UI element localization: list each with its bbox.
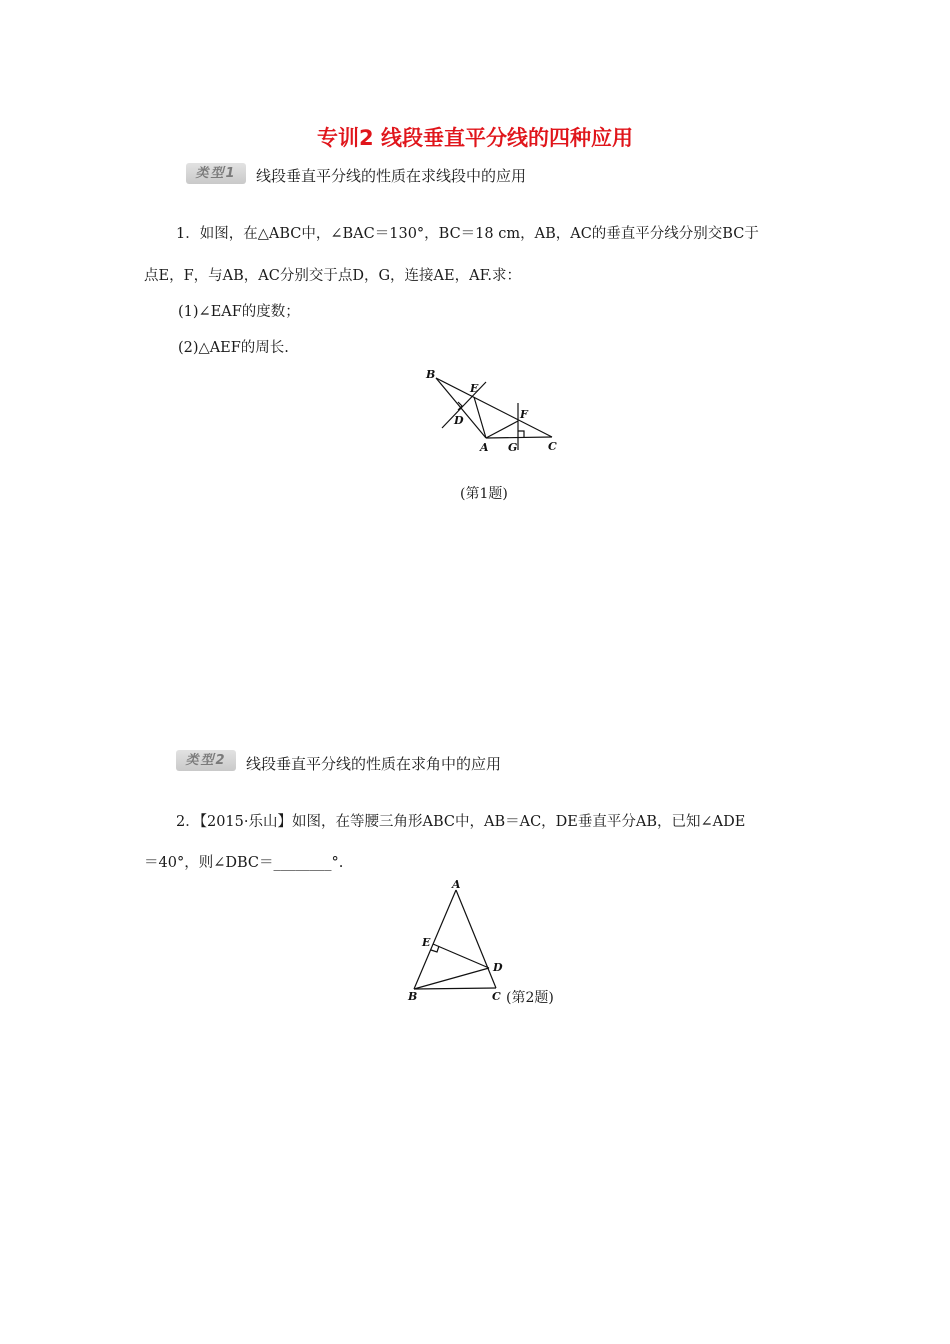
q1-line-1: 1．如图，在△ABC中，∠BAC＝130°，BC＝18 cm，AB，AC的垂直平分线分别交BC于 <box>176 226 759 242</box>
figure-2-caption: (第2题) <box>506 990 554 1006</box>
q1-sub-2: (2)△AEF的周长. <box>178 340 289 356</box>
page-title: 专训2 线段垂直平分线的四种应用 <box>317 126 633 150</box>
fig2-label-c: C <box>492 990 501 1003</box>
fig1-label-b: B <box>426 368 436 381</box>
fig2-label-d: D <box>493 961 503 974</box>
fig2-label-a: A <box>452 878 461 891</box>
fig1-label-f: F <box>520 408 528 421</box>
q1-sub-1: (1)∠EAF的度数； <box>178 304 300 320</box>
q2-line-2: ＝40°，则∠DBC＝________°. <box>144 855 344 871</box>
type-badge-2: 类型2 <box>176 750 236 771</box>
fig1-label-d: D <box>454 414 464 427</box>
q2-line-1: 2．【2015·乐山】如图，在等腰三角形ABC中，AB＝AC，DE垂直平分AB，已知∠ADE <box>176 814 746 830</box>
fig1-label-c: C <box>548 440 557 453</box>
type-1-title: 线段垂直平分线的性质在求线段中的应用 <box>256 167 527 185</box>
fig2-label-b: B <box>408 990 418 1003</box>
fig1-label-g: G <box>508 441 518 454</box>
figure-1-caption: (第1题) <box>460 486 508 502</box>
figure-2 <box>404 878 514 1004</box>
fig1-label-e: E <box>470 382 479 395</box>
fig1-label-a: A <box>480 441 489 454</box>
type-2-title: 线段垂直平分线的性质在求角中的应用 <box>246 755 502 773</box>
fig2-label-e: E <box>422 936 431 949</box>
figure-1 <box>420 364 570 456</box>
type-badge-1: 类型1 <box>186 163 246 184</box>
q1-line-2: 点E，F，与AB，AC分别交于点D，G，连接AE，AF.求： <box>144 268 521 284</box>
